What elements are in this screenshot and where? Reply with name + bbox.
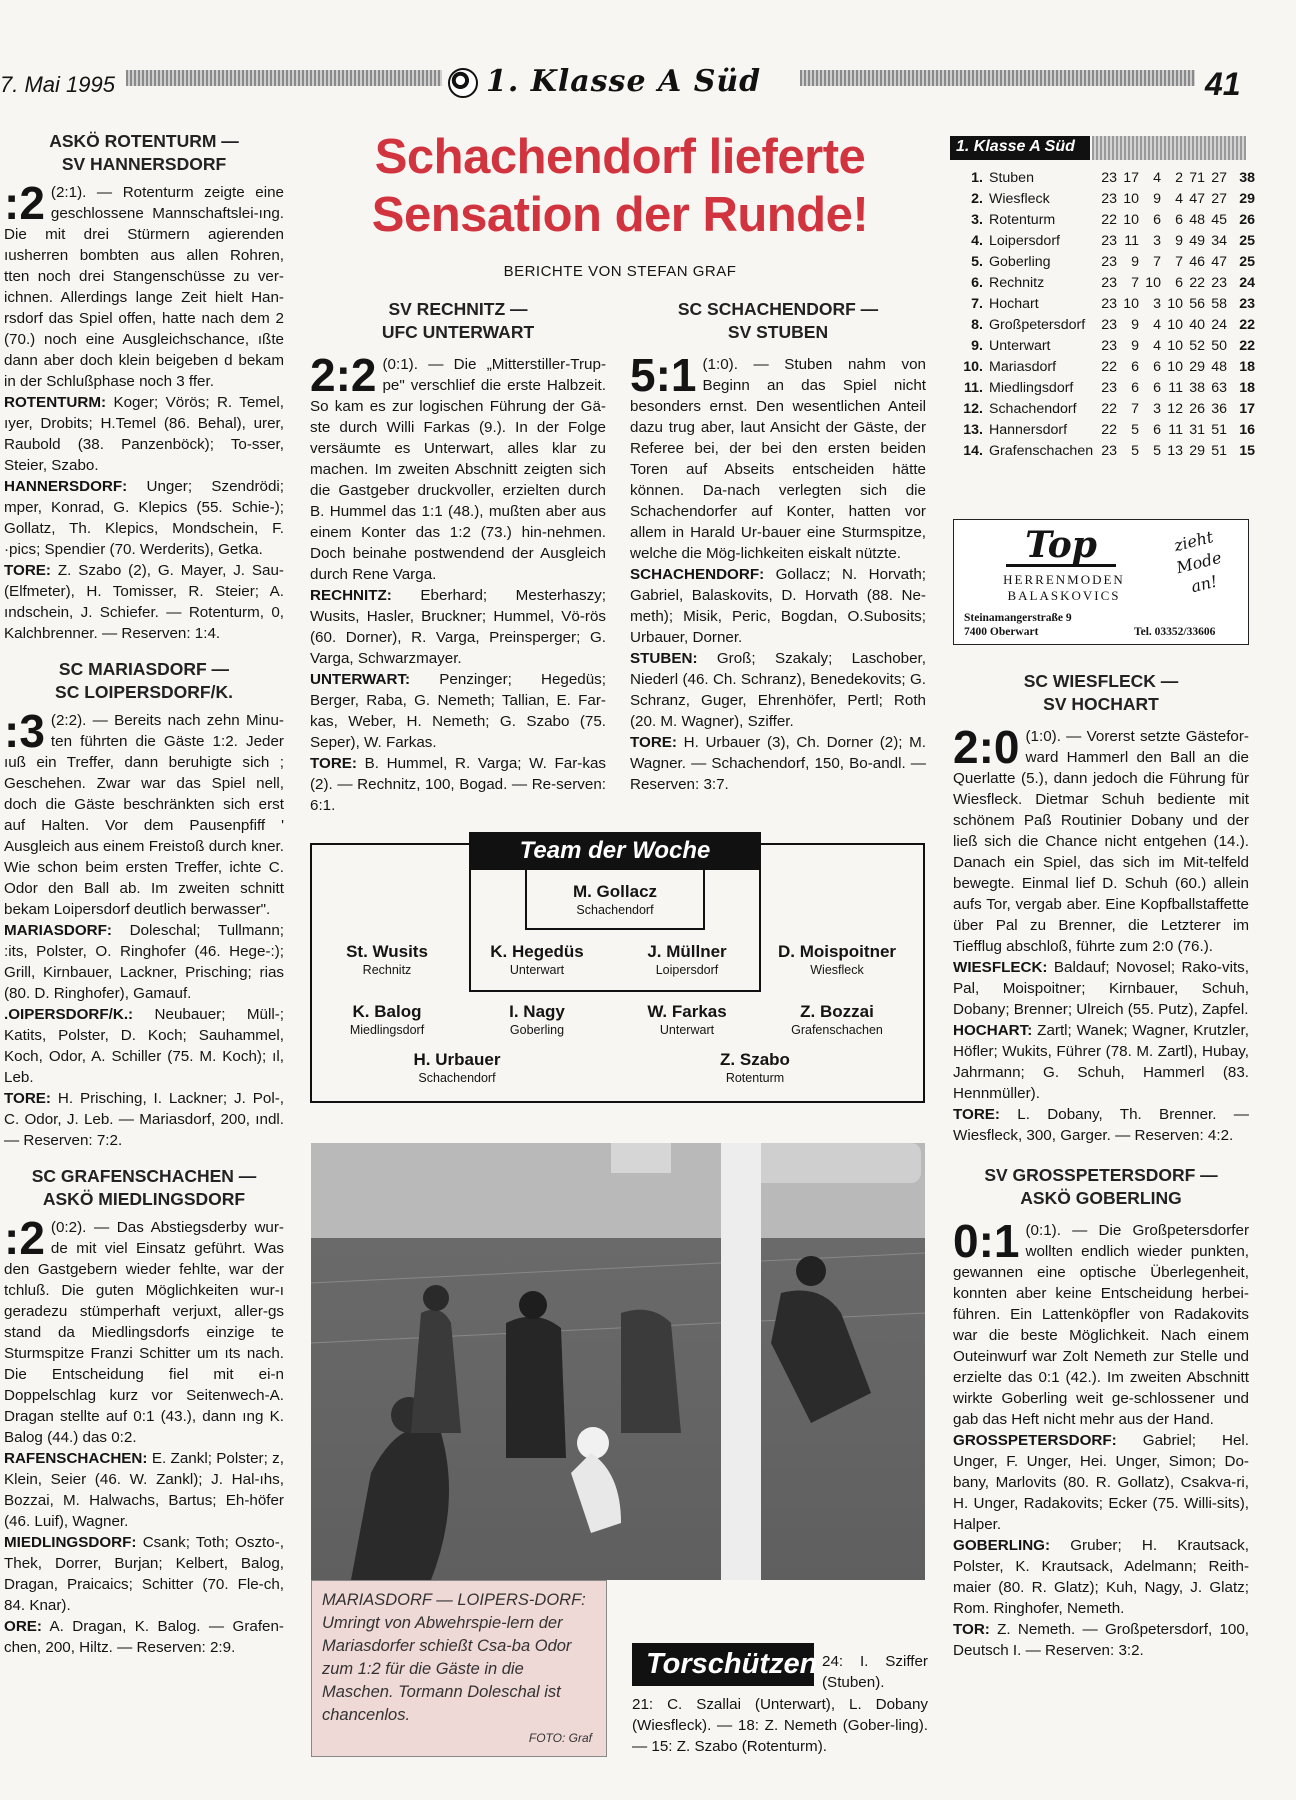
standings-cell-ga: 51 — [1211, 443, 1227, 459]
lineup-away: HANNERSDORF: Unger; Szendrödi; mper, Konrad, G. Klepics (55. Schie-); Gollatz, Th. Klepics, Mondschein, F. ·pics; Spendier (70. Werderits), Getka. — [4, 478, 284, 558]
lineup-home: GROSSPETERSDORF: Gabriel; Hel. Unger, F. Unger, Hei. Unger, Simon; Do-bany, Marlovits (80. R. Gollatz), Csakva-ri, H. Unger, Radakovits; Ecker (75. Willi-sits), Halper. — [953, 1432, 1249, 1533]
ad-street: Steinamangerstraße 9 — [964, 612, 1072, 624]
standings-cell-ga: 27 — [1211, 170, 1227, 186]
standings-cell-l: 11 — [1168, 422, 1183, 438]
standings-cell-gf: 71 — [1189, 170, 1205, 186]
match-title: SC GRAFENSCHACHEN — ASKÖ MIEDLINGSDORF — [31, 1166, 257, 1209]
headline-line-1: Schachendorf lieferte — [374, 130, 866, 184]
match-title: SV RECHNITZ — UFC UNTERWART — [381, 299, 535, 342]
standings-cell-gf: 49 — [1189, 233, 1205, 249]
standings-cell-team: Großpetersdorf — [989, 317, 1086, 333]
standings-cell-l: 12 — [1167, 401, 1183, 417]
standings-cell-w: 5 — [1131, 443, 1139, 459]
standings-cell-rank: 6. — [971, 275, 983, 291]
match-report: (1:0). — Vorerst setzte Gästefor-ward Hammerl den Ball an die Querlatte (5.), dann jedoch die Führung für Wiesfleck. Dietmar Schuh bediente mit schönem Paß Routinier Dobany und der ließ sich die Chance nicht entgehen (14.). Danach ein Spiel, das sich im Mit-telfeld bewegte. Einmal lief D. Schuh (60.) allein aufs Tor, vergab aber. Eine Kopfballstaffette über Pal zu Brenner, die Letzterer im Tiefflug abschloß, führte zum 2:0 (76.). — [953, 728, 1249, 955]
match-score: 0:1 — [953, 1215, 1020, 1267]
standings-cell-p: 23 — [1101, 233, 1117, 249]
standings-cell-ga: 27 — [1211, 191, 1227, 207]
football-icon — [448, 68, 478, 98]
standings-cell-gf: 31 — [1189, 422, 1205, 438]
standings-cell-pts: 38 — [1239, 170, 1255, 186]
standings-cell-p: 23 — [1101, 170, 1117, 186]
ad-phone: Tel. 03352/33606 — [1134, 626, 1216, 638]
team-player: St. Wusits Rechnitz — [346, 942, 428, 977]
standings-cell-pts: 22 — [1239, 338, 1255, 354]
standings-cell-p: 22 — [1101, 401, 1117, 417]
standings-row — [960, 252, 1258, 273]
team-player: M. Gollacz Schachendorf — [572, 882, 658, 917]
header-rule-right — [800, 70, 1195, 86]
lineup-away: .OIPERSDORF/K.: Neubauer; Müll-; Katits, Polster, D. Koch; Sauhammel, Koch, Odor, A. Schiller (75. M. Koch); ıl, Leb. — [4, 1006, 284, 1086]
standings-cell-rank: 13. — [963, 422, 983, 438]
standings-cell-d: 5 — [1153, 443, 1161, 459]
standings-cell-rank: 8. — [971, 317, 983, 333]
standings-cell-w: 9 — [1131, 254, 1139, 270]
right-column — [953, 670, 1249, 1661]
standings-cell-l: 10 — [1167, 359, 1183, 375]
standings-cell-team: Unterwart — [989, 338, 1051, 354]
standings-cell-d: 6 — [1153, 212, 1161, 228]
match-photo — [311, 1143, 925, 1580]
left-column — [4, 130, 284, 1658]
standings-cell-d: 3 — [1153, 233, 1161, 249]
match-report: (0:2). — Das Abstiegsderby wur-de mit viel Einsatz geführt. Was den Gastgebern wieder fehlte, war der tchluß. Die guten Möglichkeiten wur-ı geradezu stümperhaft verjuxt, aller-gs stand da Miedlingsdorfs einzige te Sturmspitze Franzi Schitter um ıts nach. Die Entscheidung fiel mit ei-n Doppelschlag kurz vor Seitenwech-A. Dragan stellte auf 0:1 (43.), dann ıng K. Balog (44.) das 0:2. — [4, 1219, 284, 1446]
byline: BERICHTE VON STEFAN GRAF — [503, 263, 737, 280]
standings-cell-ga: 48 — [1211, 359, 1227, 375]
lineup-home: MARIASDORF: Doleschal; Tullmann; :its, Polster, O. Ringhofer (46. Hege-:); Grill, Kirnbauer, Lackner, Prisching; rias (80. D. Ringhofer), Gamauf. — [4, 922, 284, 1002]
goals-info: TORE: L. Dobany, Th. Brenner. — Wiesfleck, 300, Garger. — Reserven: 4:2. — [953, 1106, 1249, 1144]
advertisement — [953, 519, 1249, 645]
standings-cell-gf: 22 — [1189, 275, 1205, 291]
standings-row — [960, 315, 1258, 336]
goals-info: TORE: Z. Szabo (2), G. Mayer, J. Sau-(Elfmeter), H. Tomisser, R. Steier; A. ındschein, J. Schiefer. — Rotenturm, 0, Kalchbrenner. — Reserven: 1:4. — [4, 562, 284, 642]
standings-cell-team: Loipersdorf — [989, 233, 1060, 249]
standings-cell-l: 10 — [1167, 317, 1183, 333]
lineup-home: ROTENTURM: Koger; Vörös; R. Temel, ıyer, Drobits; H.Temel (86. Behal), urer, Raubold (38. Panzenböck); To-sser, Steier, Szabo. — [4, 394, 284, 474]
ad-line-1: HERRENMODEN — [1003, 572, 1125, 587]
standings-cell-p: 23 — [1101, 296, 1117, 312]
standings-cell-pts: 16 — [1239, 422, 1255, 438]
standings-cell-gf: 52 — [1189, 338, 1205, 354]
goals-info: TOR: Z. Nemeth. — Großpetersdorf, 100, Deutsch I. — Reserven: 3:2. — [953, 1621, 1249, 1659]
standings-cell-l: 2 — [1175, 170, 1183, 186]
standings-cell-gf: 56 — [1189, 296, 1205, 312]
standings-cell-w: 9 — [1131, 338, 1139, 354]
match-score: :3 — [4, 705, 45, 757]
issue-date: 7. Mai 1995 — [0, 72, 115, 97]
standings-cell-team: Hannersdorf — [989, 422, 1068, 438]
standings-row — [960, 231, 1258, 252]
standings-cell-d: 6 — [1153, 380, 1161, 396]
headline — [370, 128, 870, 244]
standings-cell-pts: 17 — [1239, 401, 1255, 417]
standings-cell-p: 23 — [1101, 191, 1117, 207]
scorers-list: 21: C. Szallai (Unterwart), L. Dobany (Wiesfleck). — 18: Z. Nemeth (Gober-ling). — 15: Z. Szabo (Rotenturm). — [632, 1696, 928, 1755]
match-report: (0:1). — Die „Mitterstiller-Trup-pe" verschlief die erste Halbzeit. So kam es zur logischen Führung der Gä-ste durch Willi Farkas (9.). In der Folge versäumte es Unterwart, alles klar zu machen. Im zweiten Abschnitt zeigten sich die Gastgeber druckvoller, erzielten durch B. Hummel das 1:1 (48.), mußten aber aus einem Konter das 1:2 (73.) hin-nehmen. Doch beinahe postwendend der Ausgleich durch Rene Varga. — [310, 356, 606, 583]
standings-cell-rank: 10. — [963, 359, 983, 375]
standings-cell-team: Wiesfleck — [989, 191, 1050, 207]
match-report: (2:1). — Rotenturm zeigte eine geschlossene Mannschaftslei-ıng. Die mit drei Stürmern agierenden ıusherren bombten aus allen Rohren, tten noch drei Stangenschüsse zu ver-ichnen. Allerdings lange Zeit hielt Han-rsdorf das Spiel offen, hatte nach dem 2 (70.) noch eine Ausgleichschance, ıßte dann aber doch klein beigeben d bekam in der Schlußphase noch 3 ffer. — [4, 184, 284, 390]
standings-cell-d: 3 — [1153, 401, 1161, 417]
ad-line-2: BALASKOVICS — [1007, 588, 1121, 603]
match-score: :2 — [4, 1212, 45, 1264]
standings-cell-l: 7 — [1175, 254, 1183, 270]
standings-cell-d: 10 — [1145, 275, 1161, 291]
standings-cell-d: 9 — [1153, 191, 1161, 207]
standings-cell-p: 22 — [1101, 359, 1117, 375]
standings-cell-pts: 25 — [1239, 233, 1255, 249]
standings-cell-p: 23 — [1101, 380, 1117, 396]
standings-cell-pts: 18 — [1239, 359, 1255, 375]
standings-cell-p: 23 — [1101, 443, 1117, 459]
standings-cell-ga: 24 — [1211, 317, 1227, 333]
lineup-away: STUBEN: Groß; Szakaly; Laschober, Niederl (46. Ch. Schranz), Benedekovits; G. Schranz, Guger, Ehrenhöfer, Pertl; Roth (20. M. Wagner), Sziffer. — [630, 650, 926, 730]
standings-cell-p: 23 — [1101, 275, 1117, 291]
standings-title: 1. Klasse A Süd — [950, 136, 1090, 160]
lineup-away: GOBERLING: Gruber; H. Krautsack, Polster, K. Krautsack, Adelmann; Reith-maier (80. R. Glatz); Kuh, Nagy, J. Glatz; Rom. Ringhofer, Nemeth. — [953, 1537, 1249, 1617]
standings-row — [960, 399, 1258, 420]
goals-info: ORE: A. Dragan, K. Balog. — Grafen-chen, 200, Hiltz. — Reserven: 2:9. — [4, 1618, 284, 1656]
standings-cell-w: 7 — [1131, 275, 1139, 291]
standings-cell-d: 6 — [1153, 422, 1161, 438]
standings-cell-w: 5 — [1131, 422, 1139, 438]
standings-cell-l: 6 — [1175, 275, 1183, 291]
standings-cell-l: 4 — [1175, 191, 1183, 207]
match-title: SC SCHACHENDORF — SV STUBEN — [677, 299, 879, 342]
standings-cell-l: 10 — [1167, 338, 1183, 354]
standings-cell-p: 23 — [1101, 338, 1117, 354]
team-player: H. Urbauer Schachendorf — [413, 1050, 501, 1085]
standings-cell-rank: 4. — [971, 233, 983, 249]
lineup-home: RECHNITZ: Eberhard; Mesterhaszy; Wusits, Hasler, Bruckner; Hummel, Vö-rös (60. Dorner), R. Varga, Preinsperger; G. Varga, Schwarzmayer. — [310, 587, 606, 667]
middle-column-2 — [630, 298, 926, 795]
standings-cell-ga: 47 — [1211, 254, 1227, 270]
standings-cell-w: 17 — [1123, 170, 1139, 186]
standings-cell-ga: 63 — [1211, 380, 1227, 396]
team-player: I. Nagy Goberling — [509, 1002, 565, 1037]
standings-cell-l: 10 — [1167, 296, 1183, 312]
standings-cell-w: 6 — [1131, 359, 1139, 375]
standings-row — [960, 168, 1258, 189]
match-score: 2:0 — [953, 721, 1020, 773]
standings-cell-team: Hochart — [989, 296, 1039, 312]
match-title: SC MARIASDORF — SC LOIPERSDORF/K. — [55, 659, 233, 702]
ad-logo: Top — [1006, 526, 1116, 567]
standings-row — [960, 357, 1258, 378]
standings-cell-ga: 34 — [1211, 233, 1227, 249]
caption-text: MARIASDORF — LOIPERS-DORF: Umringt von Abwehrspie-lern der Mariasdorfer schießt Csa-ba Odor zum 1:2 für die Gäste in die Maschen. Tormann Doleschal ist chancenlos. — [322, 1591, 586, 1724]
standings-cell-p: 23 — [1101, 254, 1117, 270]
photo-credit: FOTO: Graf — [528, 1731, 592, 1745]
standings-cell-rank: 2. — [971, 191, 983, 207]
standings-cell-rank: 12. — [963, 401, 983, 417]
standings-cell-rank: 9. — [971, 338, 983, 354]
standings-table — [960, 168, 1258, 462]
standings-cell-p: 22 — [1101, 212, 1117, 228]
standings-cell-team: Rotenturm — [989, 212, 1056, 228]
team-of-week-title: Team der Woche — [469, 832, 761, 870]
standings-cell-pts: 29 — [1239, 191, 1255, 207]
standings-cell-rank: 1. — [971, 170, 983, 186]
photo-caption — [311, 1580, 607, 1757]
standings-cell-w: 9 — [1131, 317, 1139, 333]
standings-cell-rank: 14. — [963, 443, 983, 459]
standings-cell-team: Mariasdorf — [989, 359, 1057, 375]
team-player: W. Farkas Unterwart — [647, 1002, 727, 1037]
standings-cell-pts: 22 — [1239, 317, 1255, 333]
scorers-lead: 24: I. Sziffer (Stuben). — [822, 1653, 928, 1691]
standings-row — [960, 378, 1258, 399]
team-player: K. Hegedüs Unterwart — [490, 942, 584, 977]
page-number: 41 — [1205, 66, 1241, 102]
standings-row — [960, 210, 1258, 231]
standings-row — [960, 420, 1258, 441]
goals-info: TORE: H. Urbauer (3), Ch. Dorner (2); M. Wagner. — Schachendorf, 150, Bo-andl. — Reserven: 3:7. — [630, 734, 926, 793]
match-report: (0:1). — Die Großpetersdorfer wollten endlich wieder punkten, gewannen eine optische Überlegenheit, konnten aber keine Entscheidung herbei-führen. Ein Lattenköpfler von Radakovits war die beste Möglichkeit. Nach einem Outeinwurf war Zolt Nemeth zur Stelle und erzielte das 0:1 (42.). Im zweiten Abschnitt wirkte Goberling weit ge-schlossener und gab das Heft nicht mehr aus der Hand. — [953, 1222, 1249, 1428]
headline-line-2: Sensation der Runde! — [371, 188, 869, 242]
standings-cell-team: Grafenschachen — [989, 443, 1094, 459]
standings-cell-pts: 15 — [1239, 443, 1255, 459]
standings-cell-l: 11 — [1168, 380, 1183, 396]
standings-cell-rank: 5. — [971, 254, 983, 270]
standings-cell-rank: 11. — [964, 380, 983, 396]
match-report: (2:2). — Bereits nach zehn Minu-ten führten die Gäste 1:2. Jeder ıuß ein Treffer, dann beruhigte sich ; Geschehen. Zwar war das Spiel nell, doch die Gäste beschränkten sich erst auf Halten. Vor dem Pausenpfiff ' Ausgleich aus einem Freistoß durch kner. Wie schon beim ersten Treffer, ichte C. Odor den Ball ab. Im zweiten schnitt bekam Loipersdorf deutlich berwasser". — [4, 712, 284, 918]
standings-cell-gf: 48 — [1189, 212, 1205, 228]
standings-cell-team: Miedlingsdorf — [989, 380, 1074, 396]
standings-cell-w: 10 — [1123, 191, 1139, 207]
standings-cell-pts: 25 — [1239, 254, 1255, 270]
standings-cell-p: 22 — [1101, 422, 1117, 438]
match-score: :2 — [4, 177, 45, 229]
standings-cell-d: 3 — [1153, 296, 1161, 312]
team-player: Z. Bozzai Grafenschachen — [791, 1002, 883, 1037]
standings-cell-rank: 3. — [971, 212, 983, 228]
standings-row — [960, 273, 1258, 294]
standings-cell-d: 7 — [1153, 254, 1161, 270]
standings-cell-team: Stuben — [989, 170, 1034, 186]
standings-cell-d: 4 — [1153, 170, 1161, 186]
standings-cell-gf: 46 — [1189, 254, 1205, 270]
match-score: 2:2 — [310, 349, 377, 401]
standings-row — [960, 336, 1258, 357]
middle-column-1 — [310, 298, 606, 816]
standings-cell-gf: 38 — [1189, 380, 1205, 396]
lineup-away: HOCHART: Zartl; Wanek; Wagner, Krutzler, Höfler; Wukits, Führer (78. M. Zartl), Hubay, Jahrmann; G. Schuh, Hammerl (83. Hennmüller). — [953, 1022, 1249, 1102]
header-rule-left — [126, 70, 442, 86]
goals-info: TORE: H. Prisching, I. Lackner; J. Pol-, C. Odor, J. Leb. — Mariasdorf, 200, ındl. — Reserven: 7:2. — [4, 1090, 284, 1149]
lineup-home: RAFENSCHACHEN: E. Zankl; Polster; z, Klein, Seier (46. W. Zankl); J. Hal-ıhs, Bozzai, M. Halwachs, Bartus; Eh-höfer (46. Luif), Wagner. — [4, 1450, 284, 1530]
photo-illustration — [311, 1143, 925, 1580]
standings-cell-rank: 7. — [971, 296, 983, 312]
standings-cell-gf: 47 — [1189, 191, 1205, 207]
lineup-home: WIESFLECK: Baldauf; Novosel; Rako-vits, Pal, Moispoitner; Kirnbauer, Schuh, Dobany; Brenner; Ulreich (55. Putz), Zapfel. — [953, 959, 1249, 1018]
standings-cell-l: 9 — [1175, 233, 1183, 249]
standings-cell-team: Rechnitz — [989, 275, 1045, 291]
standings-cell-ga: 50 — [1211, 338, 1227, 354]
goals-info: TORE: B. Hummel, R. Varga; W. Far-kas (2). — Rechnitz, 100, Bogad. — Re-serven: 6:1. — [310, 755, 606, 814]
standings-cell-ga: 23 — [1211, 275, 1227, 291]
standings-cell-ga: 58 — [1211, 296, 1227, 312]
standings-cell-pts: 26 — [1239, 212, 1255, 228]
match-title: ASKÖ ROTENTURM — SV HANNERSDORF — [49, 131, 239, 174]
match-report: (1:0). — Stuben nahm von Beginn an das Spiel nicht besonders ernst. Den wesentlichen Anteil dazu trug aber, laut Ansicht der Gäste, der Referee bei, der bei den ersten beiden Toren auf Abseits entscheiden hätte können. Da-nach verlegten sich die Schachendorfer auf Konter, hatten vor allem in Harald Ur-bauer eine Sturmspitze, welche die Mög-lichkeiten eiskalt nützte. — [630, 356, 926, 562]
standings-cell-d: 4 — [1153, 338, 1161, 354]
match-title: SC WIESFLECK — SV HOCHART — [1023, 671, 1179, 714]
ad-city: 7400 Oberwart — [964, 626, 1039, 638]
standings-cell-l: 6 — [1175, 212, 1183, 228]
standings-row — [960, 189, 1258, 210]
lineup-away: MIEDLINGSDORF: Csank; Toth; Oszto-, Thek, Dorrer, Burjan; Kelbert, Balog, Dragan, Praicaics; Schitter (70. Fle-ch, 84. Knar). — [4, 1534, 284, 1614]
standings-cell-pts: 23 — [1239, 296, 1255, 312]
standings-cell-ga: 36 — [1211, 401, 1227, 417]
standings-cell-p: 23 — [1101, 317, 1117, 333]
standings-cell-gf: 40 — [1189, 317, 1205, 333]
standings-cell-l: 13 — [1167, 443, 1183, 459]
standings-cell-gf: 26 — [1189, 401, 1205, 417]
lineup-home: SCHACHENDORF: Gollacz; N. Horvath; Gabriel, Balaskovits, D. Horvath (88. Ne-meth); Misik, Peric, Bogdan, O.Subosits; Urbauer, Dorner. — [630, 566, 926, 646]
standings-cell-pts: 18 — [1239, 380, 1255, 396]
standings-cell-gf: 29 — [1189, 359, 1205, 375]
team-player: D. Moispoitner Wiesfleck — [777, 942, 897, 977]
match-score: 5:1 — [630, 349, 697, 401]
section-title: 1. Klasse A Süd — [486, 64, 762, 99]
standings-cell-w: 6 — [1131, 380, 1139, 396]
standings-cell-d: 6 — [1153, 359, 1161, 375]
standings-cell-ga: 45 — [1211, 212, 1227, 228]
ad-slogan: zieht Mode an! — [1171, 527, 1224, 597]
standings-cell-team: Schachendorf — [989, 401, 1077, 417]
scorers-title: Torschützen — [632, 1643, 814, 1686]
standings-cell-w: 7 — [1131, 401, 1139, 417]
standings-row — [960, 294, 1258, 315]
standings-cell-d: 4 — [1153, 317, 1161, 333]
standings-cell-ga: 51 — [1211, 422, 1227, 438]
standings-cell-pts: 24 — [1239, 275, 1255, 291]
standings-cell-w: 11 — [1124, 233, 1139, 249]
lineup-away: UNTERWART: Penzinger; Hegedüs; Berger, Raba, G. Nemeth; Tallian, E. Far-kas, Weber, H. Nemeth; G. Szabo (75. Seper), W. Farkas. — [310, 671, 606, 751]
standings-row — [960, 441, 1258, 462]
match-title: SV GROSSPETERSDORF — ASKÖ GOBERLING — [984, 1165, 1218, 1208]
standings-title-rule — [1092, 136, 1246, 160]
standings-cell-team: Goberling — [989, 254, 1051, 270]
team-player: K. Balog Miedlingsdorf — [349, 1002, 425, 1037]
standings-cell-gf: 29 — [1189, 443, 1205, 459]
team-player: J. Müllner Loipersdorf — [647, 942, 727, 977]
team-player: Z. Szabo Rotenturm — [720, 1050, 790, 1085]
standings-cell-w: 10 — [1123, 212, 1139, 228]
standings-cell-w: 10 — [1123, 296, 1139, 312]
